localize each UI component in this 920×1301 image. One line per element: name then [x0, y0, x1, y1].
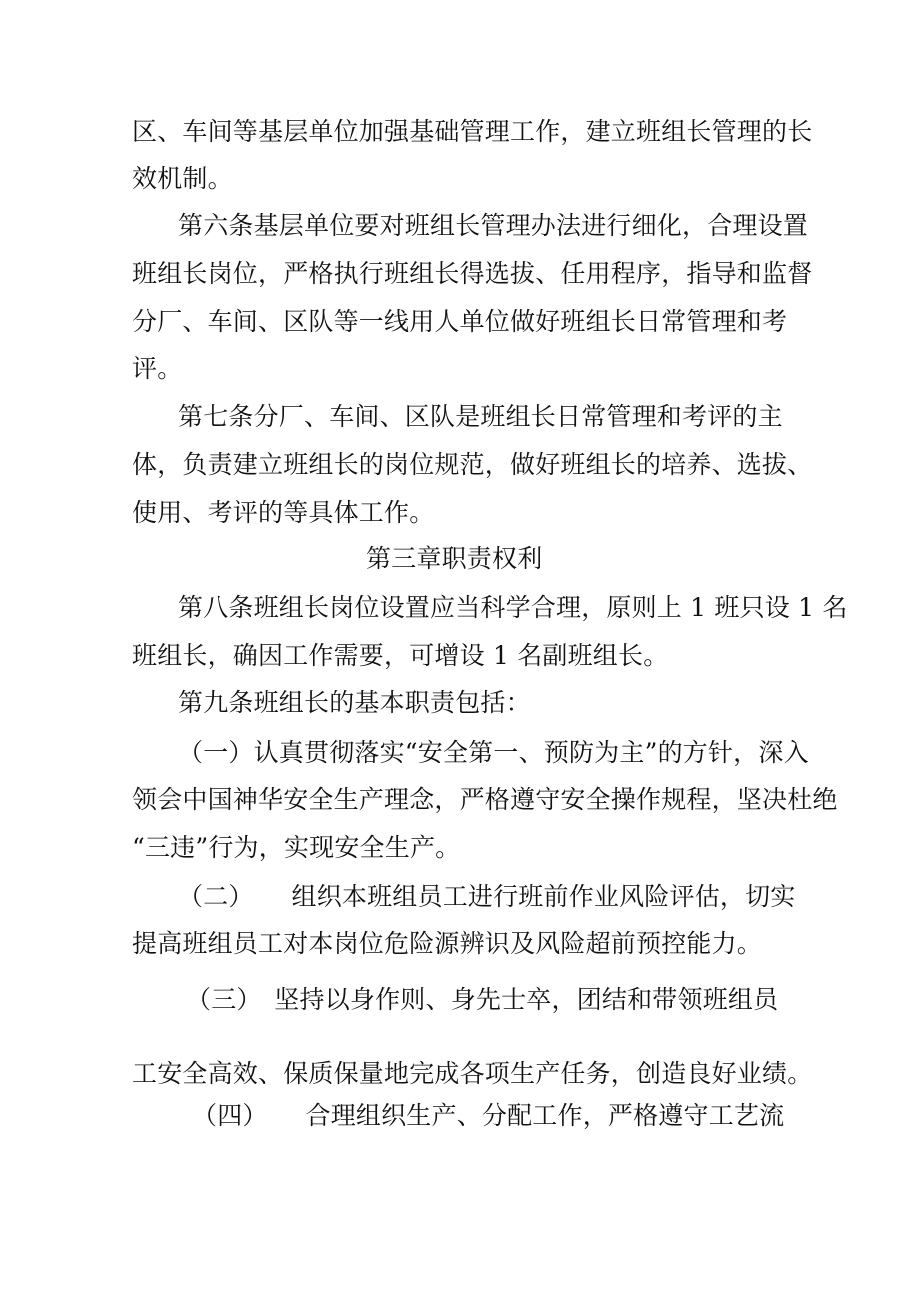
text-line: 提高班组员工对本岗位危险源辨识及风险超前预控能力。: [132, 929, 763, 958]
text-line: 领会中国神华安全生产理念，严格遵守安全操作规程，坚决杜绝: [132, 785, 838, 814]
text-line: 第七条分厂、车间、区队是班组长日常管理和考评的主: [178, 402, 783, 431]
text-line: 第八条班组长岗位设置应当科学合理，原则上 1 班只设 1 名: [178, 593, 848, 622]
text-line: 班组长岗位，严格执行班组长得选拔、任用程序，指导和监督: [132, 259, 813, 288]
text-line: 班组长，确因工作需要，可增设 1 名副班组长。: [132, 641, 669, 670]
text-line: （四） 合理组织生产、分配工作，严格遵守工艺流: [192, 1101, 785, 1130]
text-line: 第九条班组长的基本职责包括：: [178, 688, 531, 717]
text-line: 效机制。: [132, 164, 233, 193]
text-line: 工安全高效、保质保量地完成各项生产任务，创造良好业绩。: [132, 1059, 813, 1088]
text-line: 第六条基层单位要对班组长管理办法进行细化，合理设置: [178, 211, 809, 240]
text-line: （三） 坚持以身作则、身先士卒，团结和带领班组员: [186, 985, 779, 1014]
chapter-heading: 第三章职责权利: [366, 544, 543, 573]
text-line: （二） 组织本班组员工进行班前作业风险评估，切实: [178, 882, 796, 911]
text-line: 区、车间等基层单位加强基础管理工作，建立班组长管理的长: [132, 117, 813, 146]
text-line: 分厂、车间、区队等一线用人单位做好班组长日常管理和考: [132, 307, 788, 336]
text-line: 评。: [132, 354, 183, 383]
text-line: “三违”行为，实现安全生产。: [132, 833, 461, 862]
text-line: 体，负责建立班组长的岗位规范，做好班组长的培养、选拔、: [132, 450, 813, 479]
text-line: （一）认真贯彻落实“安全第一、预防为主”的方针，深入: [178, 738, 809, 767]
text-line: 使用、考评的等具体工作。: [132, 498, 435, 527]
